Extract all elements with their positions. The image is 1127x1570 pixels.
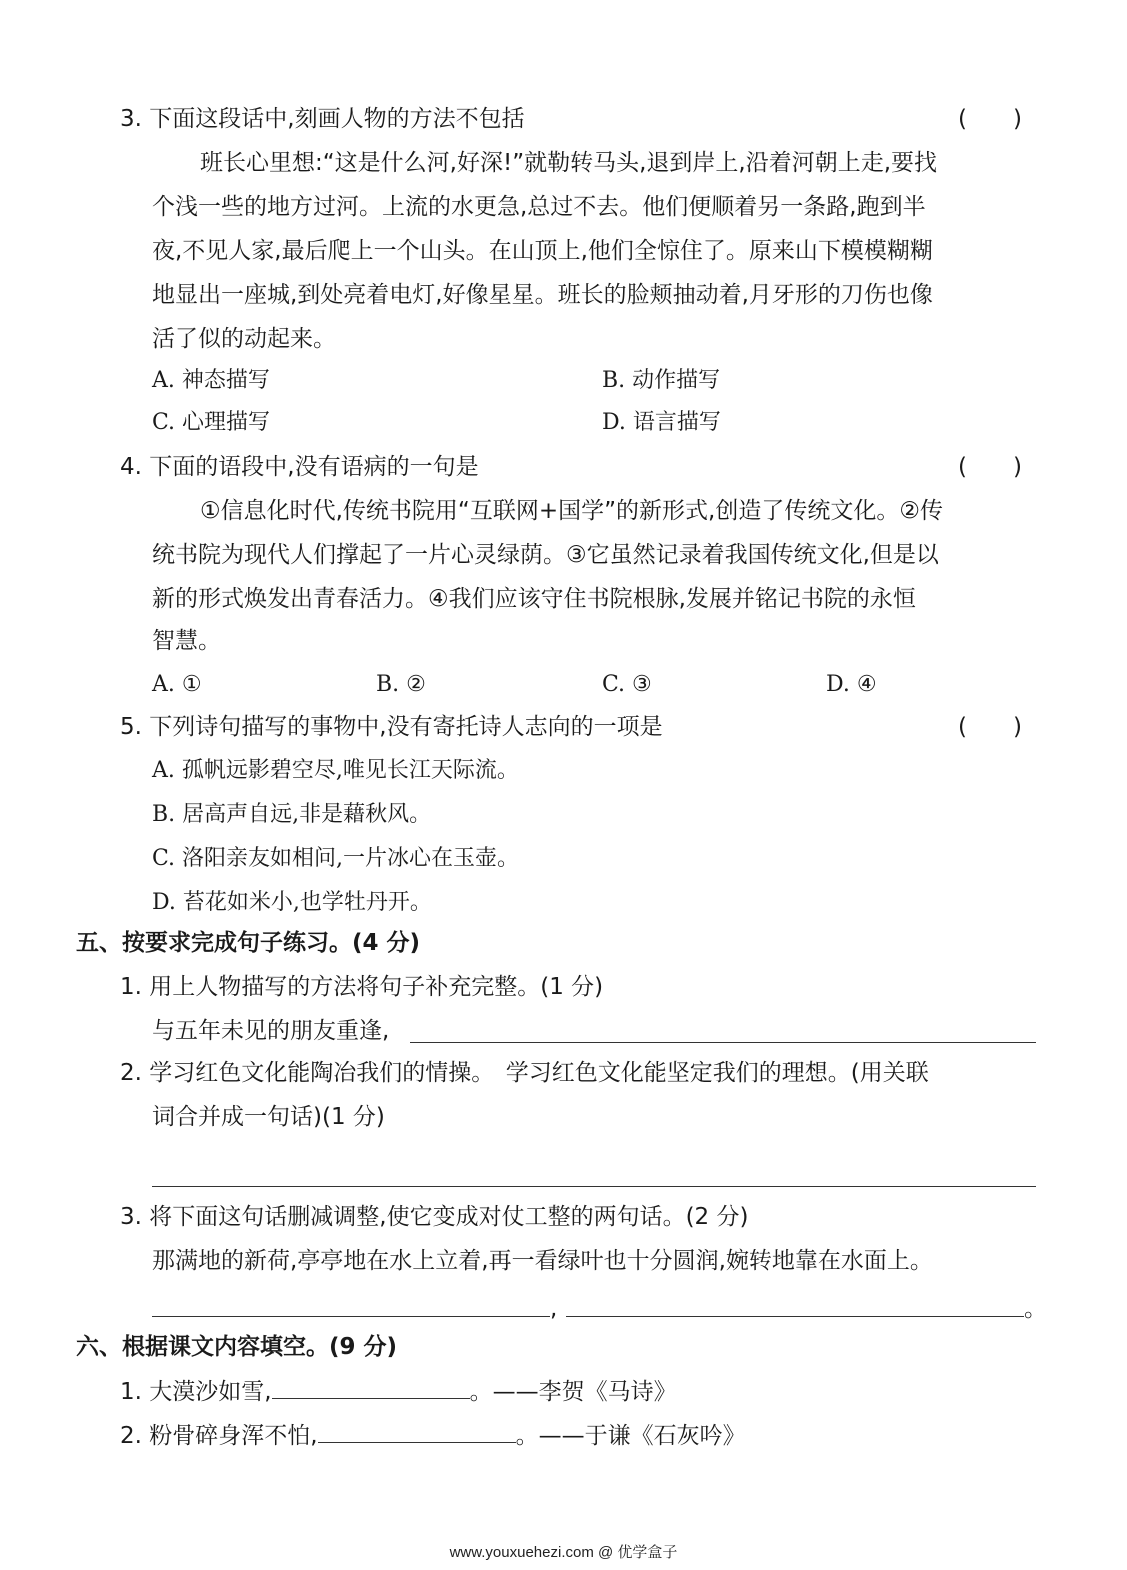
q4-passage-line: 新的形式焕发出青春活力。④我们应该守住书院根脉,发展并铭记书院的永恒: [152, 586, 916, 612]
q3-passage-line: 班长心里想:“这是什么河,好深!”就勒转马头,退到岸上,沿着河朝上走,要找: [200, 150, 938, 176]
s5-q1-prompt: 与五年未见的朋友重逢,: [152, 1018, 390, 1044]
s5-q3-answer-line-2[interactable]: [566, 1316, 1024, 1317]
q4-passage-line: 统书院为现代人们撑起了一片心灵绿荫。③它虽然记录着我国传统文化,但是以: [152, 542, 939, 568]
q5-option-a: A. 孤帆远影碧空尽,唯见长江天际流。: [152, 758, 519, 783]
s5-q1-stem: 1. 用上人物描写的方法将句子补充完整。(1 分): [120, 974, 604, 1000]
q4-option-c: C. ③: [602, 672, 652, 697]
section5-title: 五、按要求完成句子练习。(4 分): [76, 930, 421, 956]
s6-q1-blank[interactable]: [272, 1376, 470, 1399]
s5-q2-line1: 2. 学习红色文化能陶冶我们的情操。 学习红色文化能坚定我们的理想。(用关联: [120, 1060, 929, 1086]
q4-passage-line: ①信息化时代,传统书院用“互联网+国学”的新形式,创造了传统文化。②传: [200, 498, 943, 524]
s5-q3-comma: ,: [550, 1296, 558, 1322]
q3-passage-line: 地显出一座城,到处亮着电灯,好像星星。班长的脸颊抽动着,月牙形的刀伤也像: [152, 282, 933, 308]
q5-stem: 5. 下列诗句描写的事物中,没有寄托诗人志向的一项是: [120, 714, 663, 740]
q4-answer-paren: ( ): [958, 454, 1022, 480]
s5-q2-line2: 词合并成一句话)(1 分): [152, 1104, 385, 1130]
q5-option-c: C. 洛阳亲友如相问,一片冰心在玉壶。: [152, 846, 520, 871]
s6-q1-end: 。——李贺《马诗》: [469, 1379, 677, 1405]
q5-answer-paren: ( ): [958, 714, 1022, 740]
q5-option-b: B. 居高声自远,非是藉秋风。: [152, 802, 432, 827]
s6-q1-start: 1. 大漠沙如雪,: [120, 1379, 272, 1405]
q3-option-c: C. 心理描写: [152, 410, 271, 435]
s5-q2-answer-line[interactable]: [152, 1186, 1036, 1187]
q4-option-a: A. ①: [152, 672, 202, 697]
q3-answer-paren: ( ): [958, 106, 1022, 132]
s6-q1: [120, 1376, 677, 1407]
footer-watermark: www.youxuehezi.com @ 优学盒子: [449, 1544, 678, 1561]
q3-option-d: D. 语言描写: [602, 410, 721, 435]
s5-q1-answer-line[interactable]: [410, 1042, 1036, 1043]
q3-passage-line: 活了似的动起来。: [152, 326, 336, 352]
section6-title: 六、根据课文内容填空。(9 分): [76, 1334, 398, 1360]
s6-q2: [120, 1420, 746, 1451]
s5-q3-answer-line-1[interactable]: [152, 1316, 550, 1317]
s6-q2-end: 。——于谦《石灰吟》: [515, 1423, 746, 1449]
q3-stem: 3. 下面这段话中,刻画人物的方法不包括: [120, 106, 525, 132]
q4-option-b: B. ②: [376, 672, 426, 697]
q3-passage-line: 夜,不见人家,最后爬上一个山头。在山顶上,他们全惊住了。原来山下模模糊糊: [152, 238, 933, 264]
q5-option-d: D. 苔花如米小,也学牡丹开。: [152, 890, 432, 915]
s5-q3-period: 。: [1024, 1296, 1047, 1322]
s6-q2-blank[interactable]: [318, 1420, 516, 1443]
q4-passage-line: 智慧。: [152, 628, 221, 654]
s5-q3-sentence: 那满地的新荷,亭亭地在水上立着,再一看绿叶也十分圆润,婉转地靠在水面上。: [152, 1248, 933, 1274]
q3-option-b: B. 动作描写: [602, 368, 721, 393]
s6-q2-start: 2. 粉骨碎身浑不怕,: [120, 1423, 318, 1449]
q4-option-d: D. ④: [826, 672, 877, 697]
s5-q3-stem: 3. 将下面这句话删减调整,使它变成对仗工整的两句话。(2 分): [120, 1204, 749, 1230]
q3-option-a: A. 神态描写: [152, 368, 270, 393]
q3-passage-line: 个浅一些的地方过河。上流的水更急,总过不去。他们便顺着另一条路,跑到半: [152, 194, 926, 220]
q4-stem: 4. 下面的语段中,没有语病的一句是: [120, 454, 479, 480]
